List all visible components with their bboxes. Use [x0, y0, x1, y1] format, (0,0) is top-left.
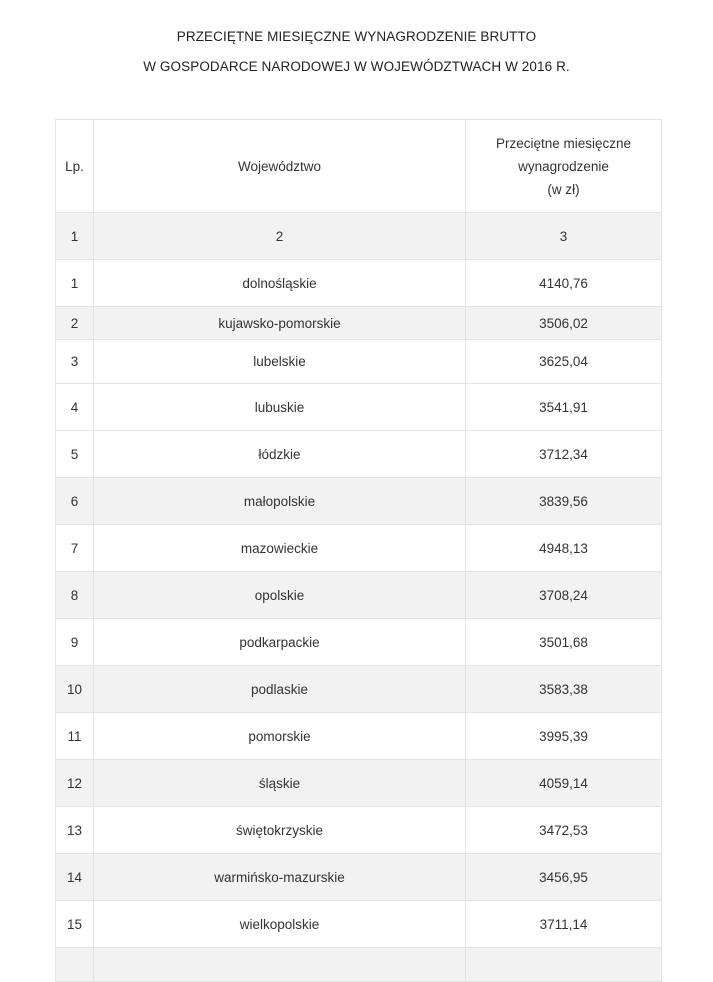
cell-wage: 3711,14 — [466, 901, 662, 948]
table-row — [56, 260, 662, 307]
cell-lp: 4 — [56, 384, 94, 431]
cell-wojewodztwo: śląskie — [94, 760, 466, 807]
table-row — [56, 807, 662, 854]
empty-cell — [466, 948, 662, 982]
column-number: 2 — [94, 213, 466, 260]
cell-lp: 3 — [56, 340, 94, 384]
cell-lp: 5 — [56, 431, 94, 478]
table-row — [56, 525, 662, 572]
cell-wage: 4059,14 — [466, 760, 662, 807]
cell-wage: 3708,24 — [466, 572, 662, 619]
cell-wage: 3995,39 — [466, 713, 662, 760]
cell-wojewodztwo: wielkopolskie — [94, 901, 466, 948]
cell-wojewodztwo: dolnośląskie — [94, 260, 466, 307]
table-row — [56, 478, 662, 525]
cell-wage: 3839,56 — [466, 478, 662, 525]
empty-row — [56, 948, 662, 982]
cell-wage: 3541,91 — [466, 384, 662, 431]
cell-wage: 4948,13 — [466, 525, 662, 572]
table-row — [56, 431, 662, 478]
table-row — [56, 572, 662, 619]
cell-lp: 14 — [56, 854, 94, 901]
cell-lp: 12 — [56, 760, 94, 807]
table-row — [56, 619, 662, 666]
cell-wojewodztwo: małopolskie — [94, 478, 466, 525]
header-lp: Lp. — [56, 120, 94, 213]
table-row — [56, 713, 662, 760]
cell-wojewodztwo: lubelskie — [94, 340, 466, 384]
empty-cell — [56, 948, 94, 982]
wages-table — [55, 119, 662, 982]
cell-wojewodztwo: podlaskie — [94, 666, 466, 713]
cell-wage: 3625,04 — [466, 340, 662, 384]
cell-wojewodztwo: warmińsko-mazurskie — [94, 854, 466, 901]
header-wage-line-1: Przeciętne miesięczne — [495, 135, 632, 151]
cell-wojewodztwo: lubuskie — [94, 384, 466, 431]
header-wage-line-2: wynagrodzenie — [518, 158, 609, 174]
header-wage — [466, 120, 662, 213]
cell-wojewodztwo: łódzkie — [94, 431, 466, 478]
table-row — [56, 384, 662, 431]
cell-lp: 6 — [56, 478, 94, 525]
cell-wojewodztwo: świętokrzyskie — [94, 807, 466, 854]
table-row — [56, 307, 662, 340]
title-line-1: PRZECIĘTNE MIESIĘCZNE WYNAGRODZENIE BRUTTO — [176, 29, 537, 44]
cell-lp: 15 — [56, 901, 94, 948]
cell-wage: 4140,76 — [466, 260, 662, 307]
column-number: 1 — [56, 213, 94, 260]
header-wojewodztwo: Województwo — [94, 120, 466, 213]
cell-wage: 3583,38 — [466, 666, 662, 713]
title-line-2: W GOSPODARCE NARODOWEJ W WOJEWÓDZTWACH W 2016 R. — [143, 59, 570, 74]
cell-lp: 10 — [56, 666, 94, 713]
table-row — [56, 760, 662, 807]
cell-lp: 13 — [56, 807, 94, 854]
table-row — [56, 340, 662, 384]
cell-wojewodztwo: podkarpackie — [94, 619, 466, 666]
empty-cell — [94, 948, 466, 982]
cell-lp: 7 — [56, 525, 94, 572]
cell-wojewodztwo: kujawsko-pomorskie — [94, 307, 466, 340]
cell-lp: 1 — [56, 260, 94, 307]
column-number-row — [56, 213, 662, 260]
table-header-row — [56, 120, 662, 213]
table-row — [56, 901, 662, 948]
cell-wage: 3472,53 — [466, 807, 662, 854]
table-row — [56, 666, 662, 713]
column-number: 3 — [466, 213, 662, 260]
cell-wojewodztwo: pomorskie — [94, 713, 466, 760]
cell-lp: 2 — [56, 307, 94, 340]
cell-wage: 3712,34 — [466, 431, 662, 478]
cell-wojewodztwo: mazowieckie — [94, 525, 466, 572]
table-row — [56, 854, 662, 901]
cell-wage: 3506,02 — [466, 307, 662, 340]
cell-lp: 11 — [56, 713, 94, 760]
cell-lp: 9 — [56, 619, 94, 666]
cell-wage: 3456,95 — [466, 854, 662, 901]
header-wage-line-3: (w zł) — [547, 181, 580, 197]
cell-lp: 8 — [56, 572, 94, 619]
cell-wojewodztwo: opolskie — [94, 572, 466, 619]
cell-wage: 3501,68 — [466, 619, 662, 666]
